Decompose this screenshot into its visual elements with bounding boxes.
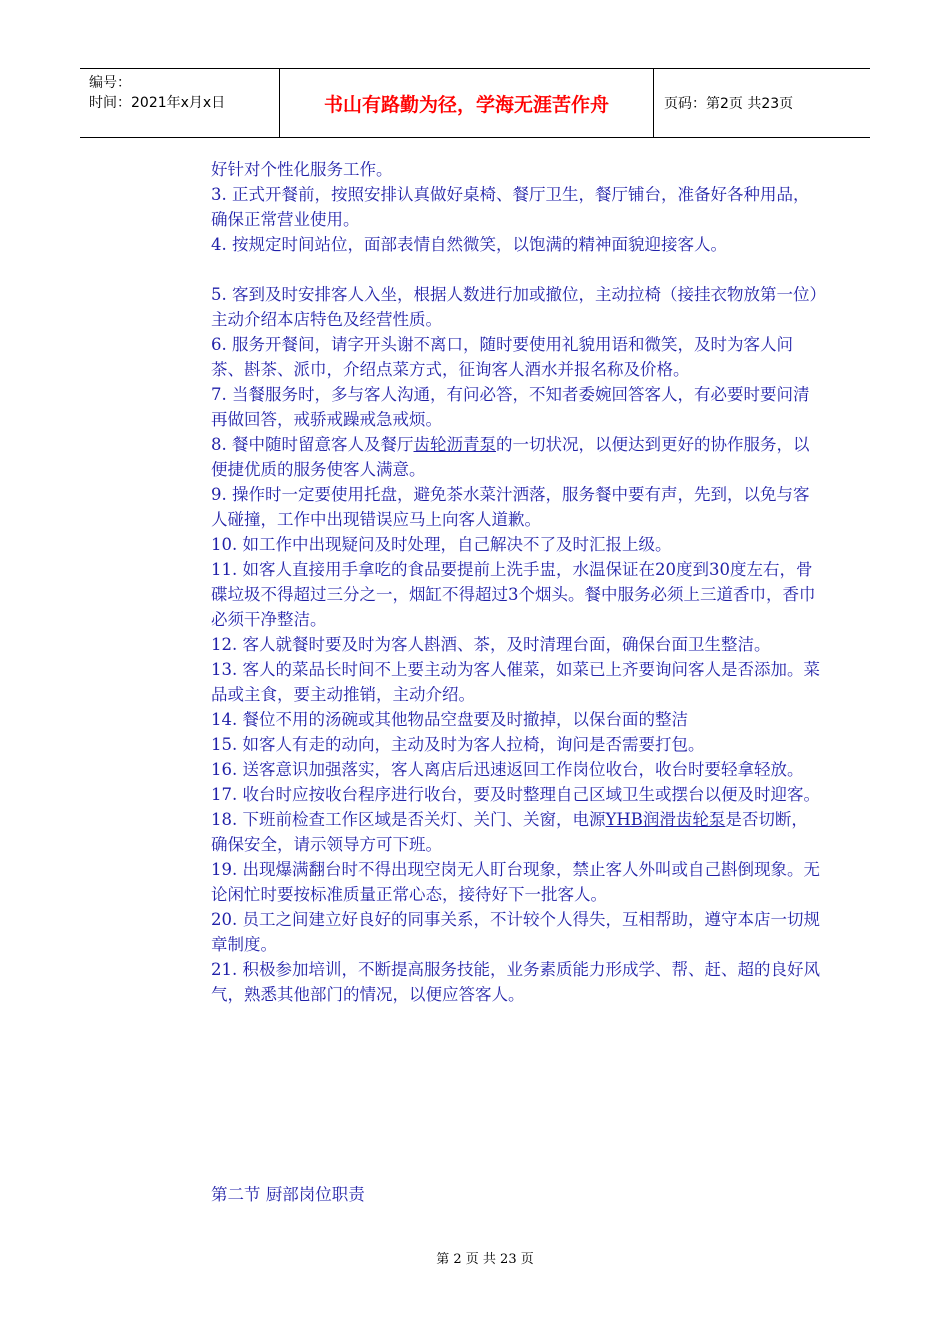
paragraph-18-text-b: 是否切断，确保安全，请示领导方可下班。 bbox=[211, 810, 808, 854]
paragraph-18-text-a: 18. 下班前检查工作区域是否关灯、关门、关窗，电源 bbox=[211, 810, 606, 829]
blank-line bbox=[211, 257, 821, 282]
document-body bbox=[211, 157, 821, 1007]
header-slogan: 书山有路勤为径，学海无涯苦作舟 bbox=[280, 69, 654, 137]
paragraph-17: 17. 收台时应按收台程序进行收台，要及时整理自己区域卫生或摆台以便及时迎客。 bbox=[211, 785, 820, 804]
paragraph-9: 9. 操作时一定要使用托盘，避免茶水菜汁洒落，服务餐中要有声，先到，以免与客人碰撞，工作中出现错误应马上向客人道歉。 bbox=[211, 485, 810, 529]
header-page-info: 页码：第2页 共23页 bbox=[664, 96, 794, 112]
paragraph-8-text-a: 8. 餐中随时留意客人及餐厅 bbox=[211, 435, 414, 454]
paragraph-15: 15. 如客人有走的动向，主动及时为客人拉椅，询问是否需要打包。 bbox=[211, 735, 705, 754]
paragraph-20: 20. 员工之间建立好良好的同事关系，不计较个人得失，互相帮助，遵守本店一切规章制度。 bbox=[211, 910, 820, 954]
paragraph-3: 3. 正式开餐前，按照安排认真做好桌椅、餐厅卫生，餐厅铺台，准备好各种用品，确保正常营业使用。 bbox=[211, 185, 810, 229]
page-footer: 第 2 页 共 23 页 bbox=[436, 1252, 534, 1267]
paragraph-11: 11. 如客人直接用手拿吃的食品要提前上洗手盅，水温保证在20度到30度左右，骨碟垃圾不得超过三分之一，烟缸不得超过3个烟头。餐中服务必须上三道香巾，香巾必须干净整洁。 bbox=[211, 560, 816, 629]
paragraph-16: 16. 送客意识加强落实，客人离店后迅速返回工作岗位收台，收台时要轻拿轻放。 bbox=[211, 760, 804, 779]
doc-number-label: 编号： bbox=[89, 75, 131, 91]
paragraph-8-text-b: 的一切状况，以便达到更好的协作服务，以便捷优质的服务使客人满意。 bbox=[211, 435, 810, 479]
paragraph-14: 14. 餐位不用的汤碗或其他物品空盘要及时撤掉，以保台面的整洁 bbox=[211, 710, 688, 729]
paragraph-7: 7. 当餐服务时，多与客人沟通，有问必答，不知者委婉回答客人，有必要时要问清再做回答，戒骄戒躁戒急戒烦。 bbox=[211, 385, 810, 429]
page-header bbox=[80, 68, 870, 138]
paragraph-6: 6. 服务开餐间，请字开头谢不离口，随时要使用礼貌用语和微笑，及时为客人问茶、斟茶、派巾，介绍点菜方式，征询客人酒水并报名称及价格。 bbox=[211, 335, 793, 379]
header-left-cell bbox=[80, 69, 280, 137]
gear-asphalt-pump-link[interactable]: 齿轮沥青泵 bbox=[413, 435, 496, 454]
paragraph-10: 10. 如工作中出现疑问及时处理，自己解决不了及时汇报上级。 bbox=[211, 535, 672, 554]
paragraph-12: 12. 客人就餐时要及时为客人斟酒、茶，及时清理台面，确保台面卫生整洁。 bbox=[211, 635, 771, 654]
doc-time-label: 时间：2021年x月x日 bbox=[89, 95, 226, 111]
section-title: 第二节 厨部岗位职责 bbox=[211, 1185, 365, 1204]
paragraph-4: 4. 按规定时间站位，面部表情自然微笑，以饱满的精神面貌迎接客人。 bbox=[211, 235, 727, 254]
paragraph-13: 13. 客人的菜品长时间不上要主动为客人催菜，如菜已上齐要询问客人是否添加。菜品或主食，要主动推销，主动介绍。 bbox=[211, 660, 820, 704]
yhb-gear-pump-link[interactable]: YHB润滑齿轮泵 bbox=[605, 810, 726, 829]
paragraph-8 bbox=[211, 432, 821, 482]
paragraph-0: 好针对个性化服务工作。 bbox=[211, 160, 393, 179]
paragraph-19: 19. 出现爆满翻台时不得出现空岗无人盯台现象，禁止客人外叫或自己斟倒现象。无论闲忙时要按标准质量正常心态，接待好下一批客人。 bbox=[211, 860, 820, 904]
paragraph-21: 21. 积极参加培训，不断提高服务技能，业务素质能力形成学、帮、赶、超的良好风气，熟悉其他部门的情况，以便应答客人。 bbox=[211, 960, 820, 1004]
paragraph-5: 5. 客到及时安排客人入坐，根据人数进行加或撤位，主动拉椅（接挂衣物放第一位）主动介绍本店特色及经营性质。 bbox=[211, 285, 818, 329]
paragraph-18 bbox=[211, 807, 821, 857]
